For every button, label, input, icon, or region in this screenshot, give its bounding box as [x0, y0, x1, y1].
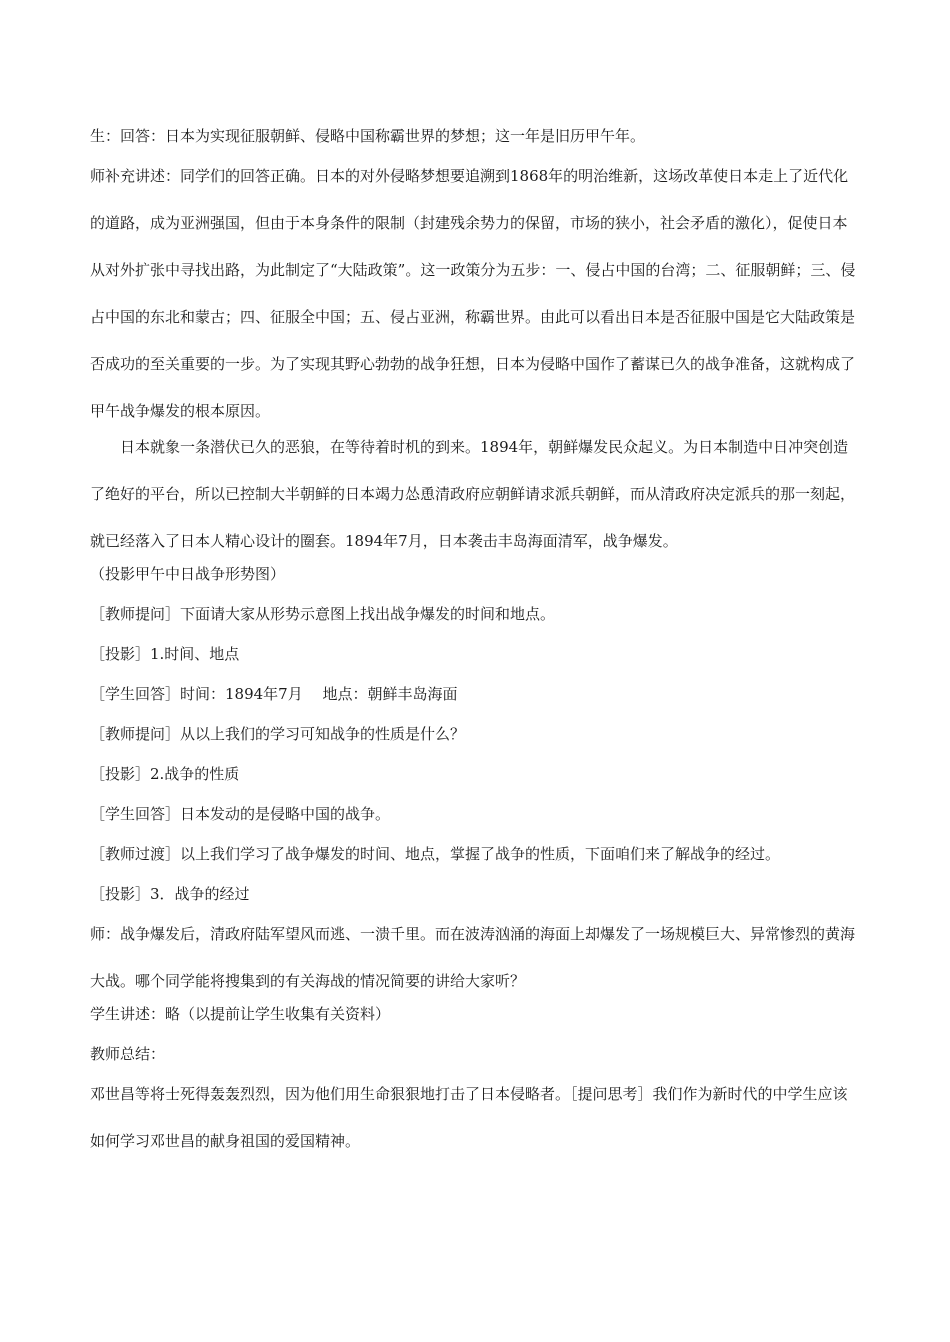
paragraph-projection-1: ［投影］1.时间、地点 [90, 645, 240, 663]
paragraph-teacher-supplement: 师补充讲述：同学们的回答正确。日本的对外侵略梦想要追溯到1868年的明治维新，这场改革使日本走上了近代化的道路，成为亚洲强国，但由于本身条件的限制（封建残余势力的保留，市场的狭小，社会矛盾的激化），促使日本从对外扩张中寻找出路，为此制定了“大陆政策”。这一政策分为五步：一、侵占中国的台湾；二、征服朝鲜；三、侵占中国的东北和蒙古；四、征服全中国；五、侵占亚洲，称霸世界。由此可以看出日本是否征服中国是它大陆政策是否成功的至关重要的一步。为了实现其野心勃勃的战争狂想，日本为侵略中国作了蓄谋已久的战争准备，这就构成了甲午战争爆发的根本原因。 [90, 167, 856, 420]
paragraph-teacher-summary-label: 教师总结： [90, 1045, 166, 1063]
paragraph-student-narration: 学生讲述：略（以提前让学生收集有关资料） [90, 1005, 391, 1023]
paragraph-teacher-transition: ［教师过渡］以上我们学习了战争爆发的时间、地点，掌握了战争的性质，下面咱们来了解战争的经过。 [90, 845, 781, 863]
document-body [90, 124, 862, 1162]
paragraph-summary: 邓世昌等将士死得轰轰烈烈，因为他们用生命狠狠地打击了日本侵略者。［提问思考］我们作为新时代的中学生应该如何学习邓世昌的献身祖国的爱国精神。 [90, 1085, 848, 1150]
paragraph-teacher-battle: 师：战争爆发后，清政府陆军望风而逃、一溃千里。而在波涛汹涌的海面上却爆发了一场规模巨大、异常惨烈的黄海大战。哪个同学能将搜集到的有关海战的情况简要的讲给大家听？ [90, 925, 856, 990]
paragraph-student-answer: 生：回答：日本为实现征服朝鲜、侵略中国称霸世界的梦想；这一年是旧历甲午年。 [90, 127, 646, 145]
paragraph-teacher-question-1: ［教师提问］下面请大家从形势示意图上找出战争爆发的时间和地点。 [90, 605, 556, 623]
paragraph-student-answer-1: ［学生回答］时间：1894年7月 地点：朝鲜丰岛海面 [90, 685, 458, 703]
paragraph-narrative: 日本就象一条潜伏已久的恶狼，在等待着时机的到来。1894年，朝鲜爆发民众起义。为日本制造中日冲突创造了绝好的平台，所以已控制大半朝鲜的日本竭力怂恿清政府应朝鲜请求派兵朝鲜，而从清政府决定派兵的那一刻起，就已经落入了日本人精心设计的圈套。1894年7月，日本袭击丰岛海面清军，战争爆发。 [90, 438, 856, 550]
paragraph-projection-map: （投影甲午中日战争形势图） [90, 565, 286, 583]
paragraph-teacher-question-2: ［教师提问］从以上我们的学习可知战争的性质是什么？ [90, 725, 466, 743]
paragraph-student-answer-2: ［学生回答］日本发动的是侵略中国的战争。 [90, 805, 391, 823]
paragraph-projection-3: ［投影］3．战争的经过 [90, 885, 250, 903]
paragraph-projection-2: ［投影］2.战争的性质 [90, 765, 240, 783]
